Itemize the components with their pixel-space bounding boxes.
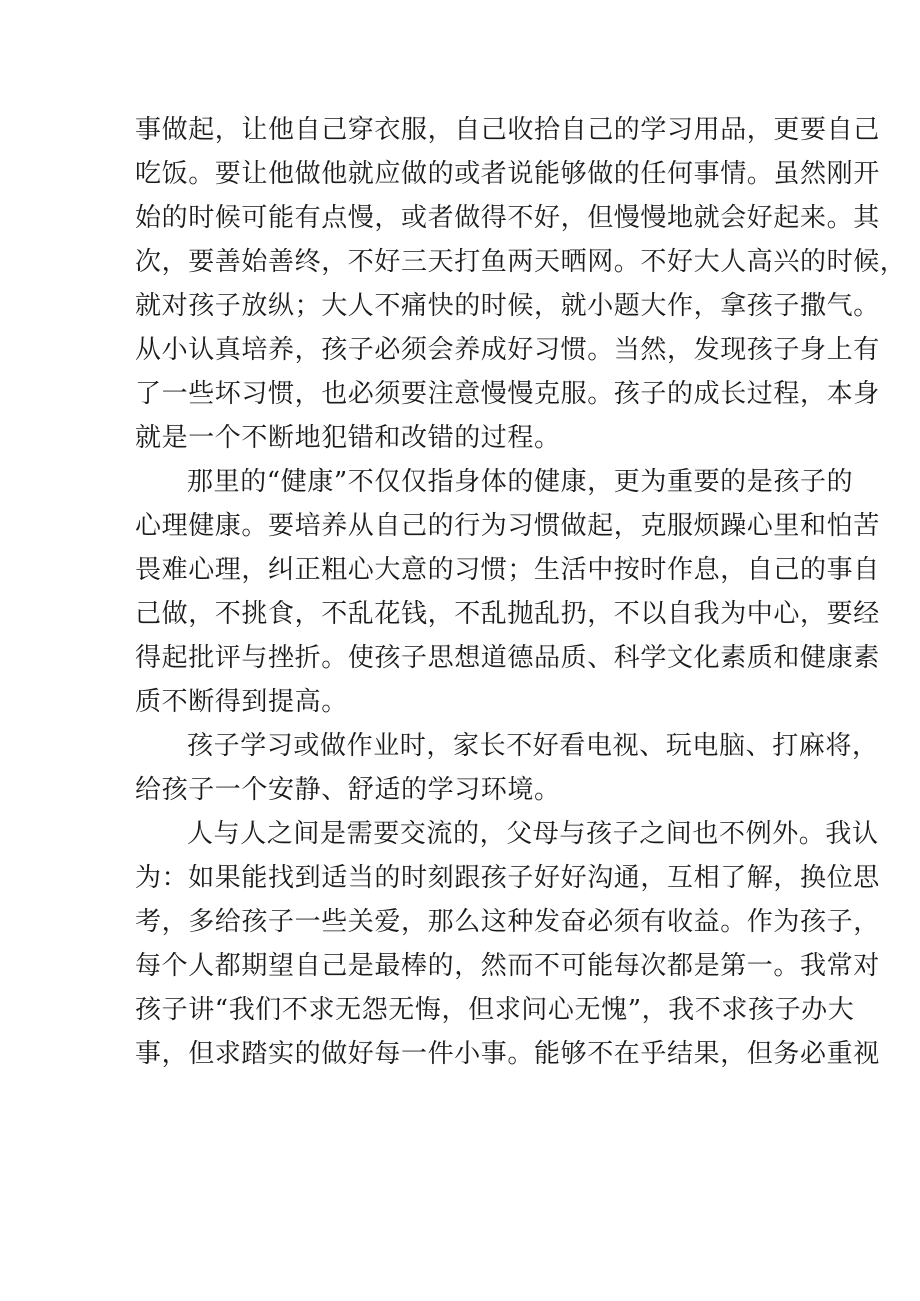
text-line: 那里的“健康”不仅仅指身体的健康，更为重要的是孩子的 — [187, 467, 854, 497]
paragraph-4 — [135, 812, 880, 1076]
text-line: 事做起，让他自己穿衣服，自己收拾自己的学习用品，更要自己 — [135, 115, 880, 145]
text-line: 了一些坏习惯，也必须要注意慢慢克服。孩子的成长过程，本身 — [135, 379, 880, 409]
text-line: 事，但求踏实的做好每一件小事。能够不在乎结果，但务必重视 — [135, 1039, 880, 1069]
text-line: 给孩子一个安静、舒适的学习环境。 — [135, 775, 561, 805]
text-line: 质不断得到提高。 — [135, 687, 348, 717]
text-line: 孩子讲“我们不求无怨无悔，但求问心无愧”，我不求孩子办大 — [135, 995, 855, 1025]
paragraph-1 — [135, 108, 907, 460]
text-line: 从小认真培养，孩子必须会养成好习惯。当然，发现孩子身上有 — [135, 335, 880, 365]
document-body — [135, 108, 907, 1076]
text-line: 孩子学习或做作业时，家长不好看电视、玩电脑、打麻将， — [187, 731, 879, 761]
text-line: 人与人之间是需要交流的，父母与孩子之间也不例外。我认 — [187, 819, 879, 849]
text-line: 始的时候可能有点慢，或者做得不好，但慢慢地就会好起来。其 — [135, 203, 880, 233]
text-line: 吃饭。要让他做他就应做的或者说能够做的任何事情。虽然刚开 — [135, 159, 880, 189]
text-line: 得起批评与挫折。使孩子思想道德品质、科学文化素质和健康素 — [135, 643, 880, 673]
text-line: 就是一个不断地犯错和改错的过程。 — [135, 423, 561, 453]
text-line: 就对孩子放纵；大人不痛快的时候，就小题大作，拿孩子撒气。 — [135, 291, 880, 321]
text-line: 每个人都期望自己是最棒的，然而不可能每次都是第一。我常对 — [135, 951, 880, 981]
text-line: 畏难心理，纠正粗心大意的习惯；生活中按时作息，自己的事自 — [135, 555, 880, 585]
paragraph-2 — [135, 460, 880, 724]
text-line: 己做，不挑食，不乱花钱，不乱抛乱扔，不以自我为中心，要经 — [135, 599, 880, 629]
text-line: 心理健康。要培养从自己的行为习惯做起，克服烦躁心里和怕苦 — [135, 511, 880, 541]
text-line: 次，要善始善终，不好三天打鱼两天晒网。不好大人高兴的时候， — [135, 247, 907, 277]
text-line: 为：如果能找到适当的时刻跟孩子好好沟通，互相了解，换位思 — [135, 863, 880, 893]
paragraph-3 — [135, 724, 879, 812]
text-line: 考，多给孩子一些关爱，那么这种发奋必须有收益。作为孩子， — [135, 907, 880, 937]
